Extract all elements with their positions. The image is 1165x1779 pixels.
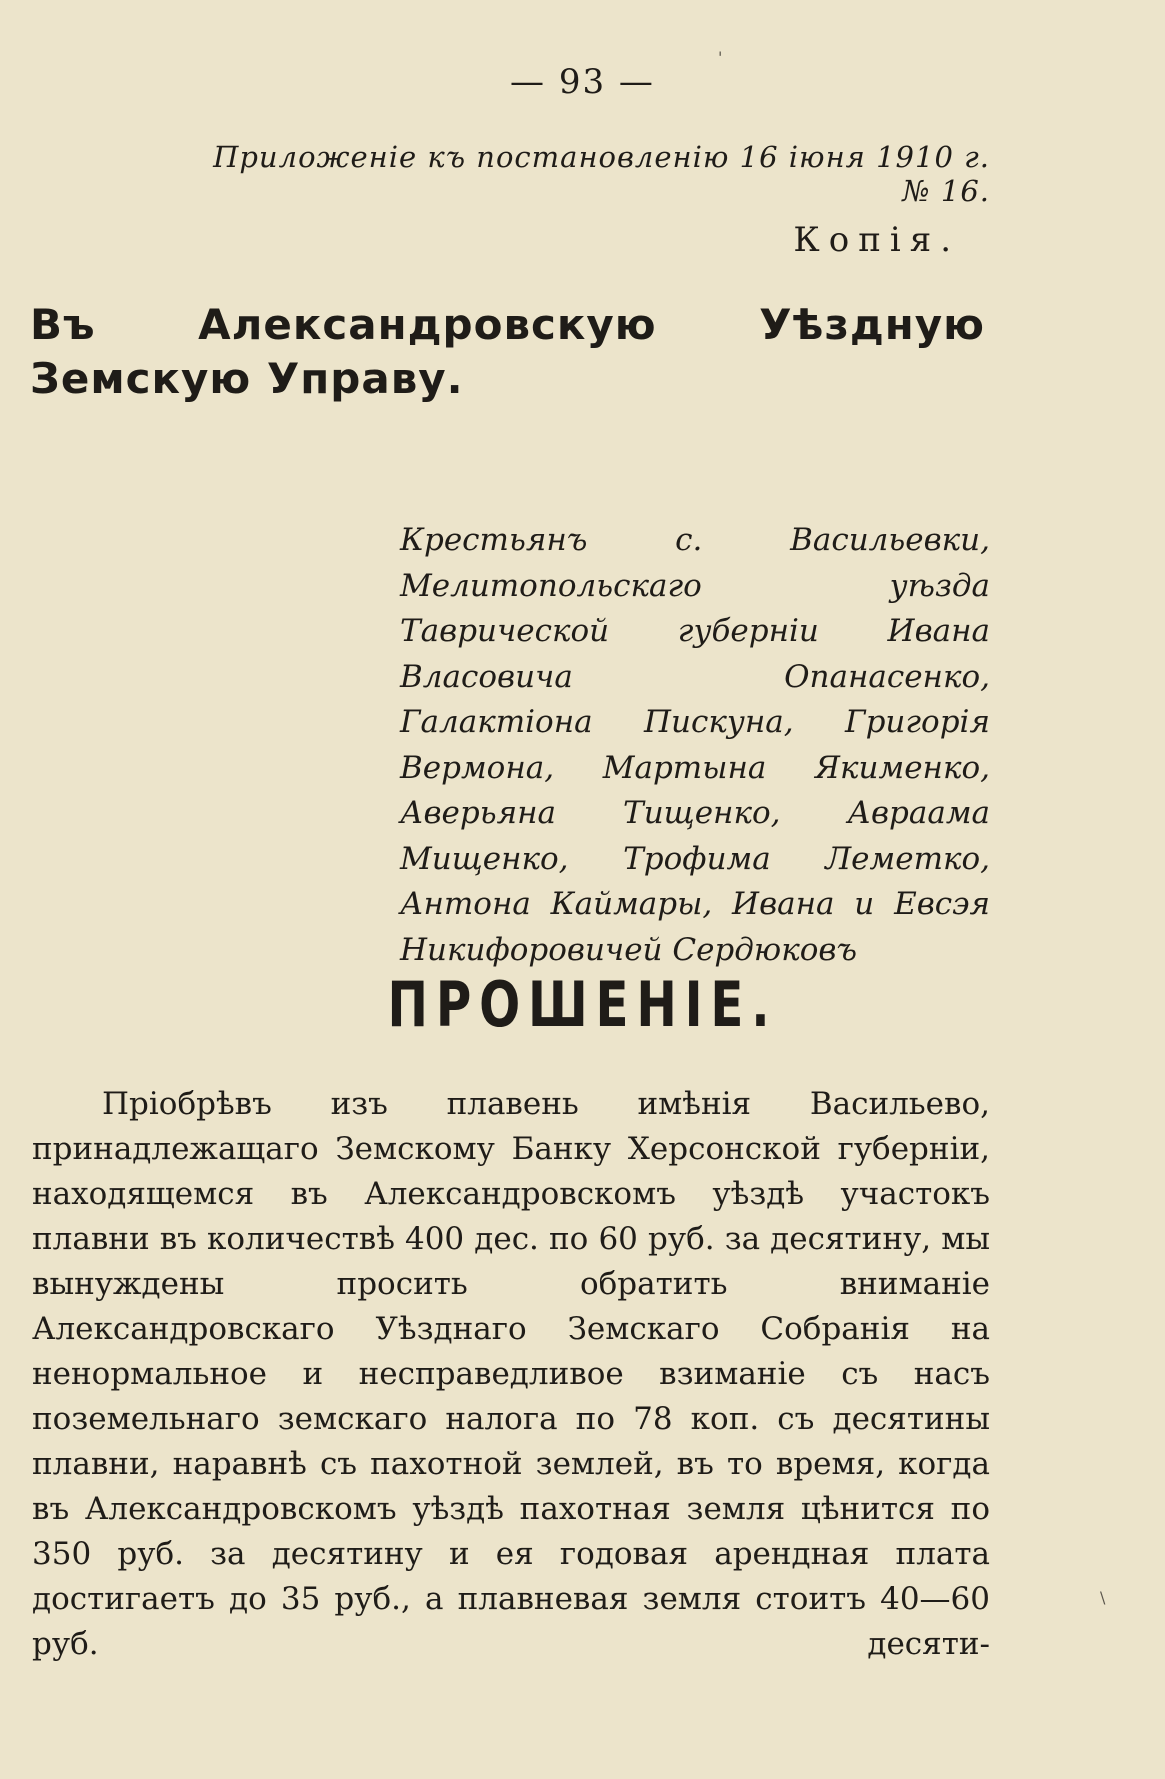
copy-label: Копія. — [793, 220, 960, 260]
petitioners-block: Крестьянъ с. Васильевки, Мелитопольскаго уѣзда Таврической губерніи Ивана Власовича Опанасенко, Галактіона Пискуна, Григорія Вермона, Мартына Якименко, Аверьяна Тищенко, Авраама Мищенко, Трофима Леметко, Антона Каймары, Ивана и Евсэя Никифоровичей Сердюковъ — [400, 522, 990, 968]
addressee-heading: Въ Александровскую Уѣздную Земскую Управу. — [30, 300, 985, 403]
print-speck: ' — [718, 48, 723, 67]
page-number: — 93 — — [510, 62, 655, 102]
document-title: ПРОШЕНІЕ. — [387, 968, 778, 1041]
body-paragraph — [32, 1082, 990, 1667]
appendix-note: Приложеніе къ постановленію 16 іюня 1910 г. № 16. — [213, 140, 990, 208]
print-speck: \ — [1100, 1588, 1106, 1607]
body-text: Пріобрѣвъ изъ плавень имѣнія Васильево, принадлежащаго Земскому Банку Херсонской губерніи, находящемся въ Александровскомъ уѣздѣ участокъ плавни въ количествѣ 400 дес. по 60 руб. за десятину, мы вынуждены просить обратить вниманіе Александровскаго Уѣзднаго Земскаго Собранія на ненормальное и несправедливое взиманіе съ насъ поземельнаго земскаго налога по 78 коп. съ десятины плавни, наравнѣ съ пахотной землей, въ то время, когда въ Александровскомъ уѣздѣ пахотная земля цѣнится по 350 руб. за десятину и ея годовая арендная плата достигаетъ до 35 руб., а плавневая земля стоитъ 40—60 руб. десяти- — [32, 1086, 990, 1662]
